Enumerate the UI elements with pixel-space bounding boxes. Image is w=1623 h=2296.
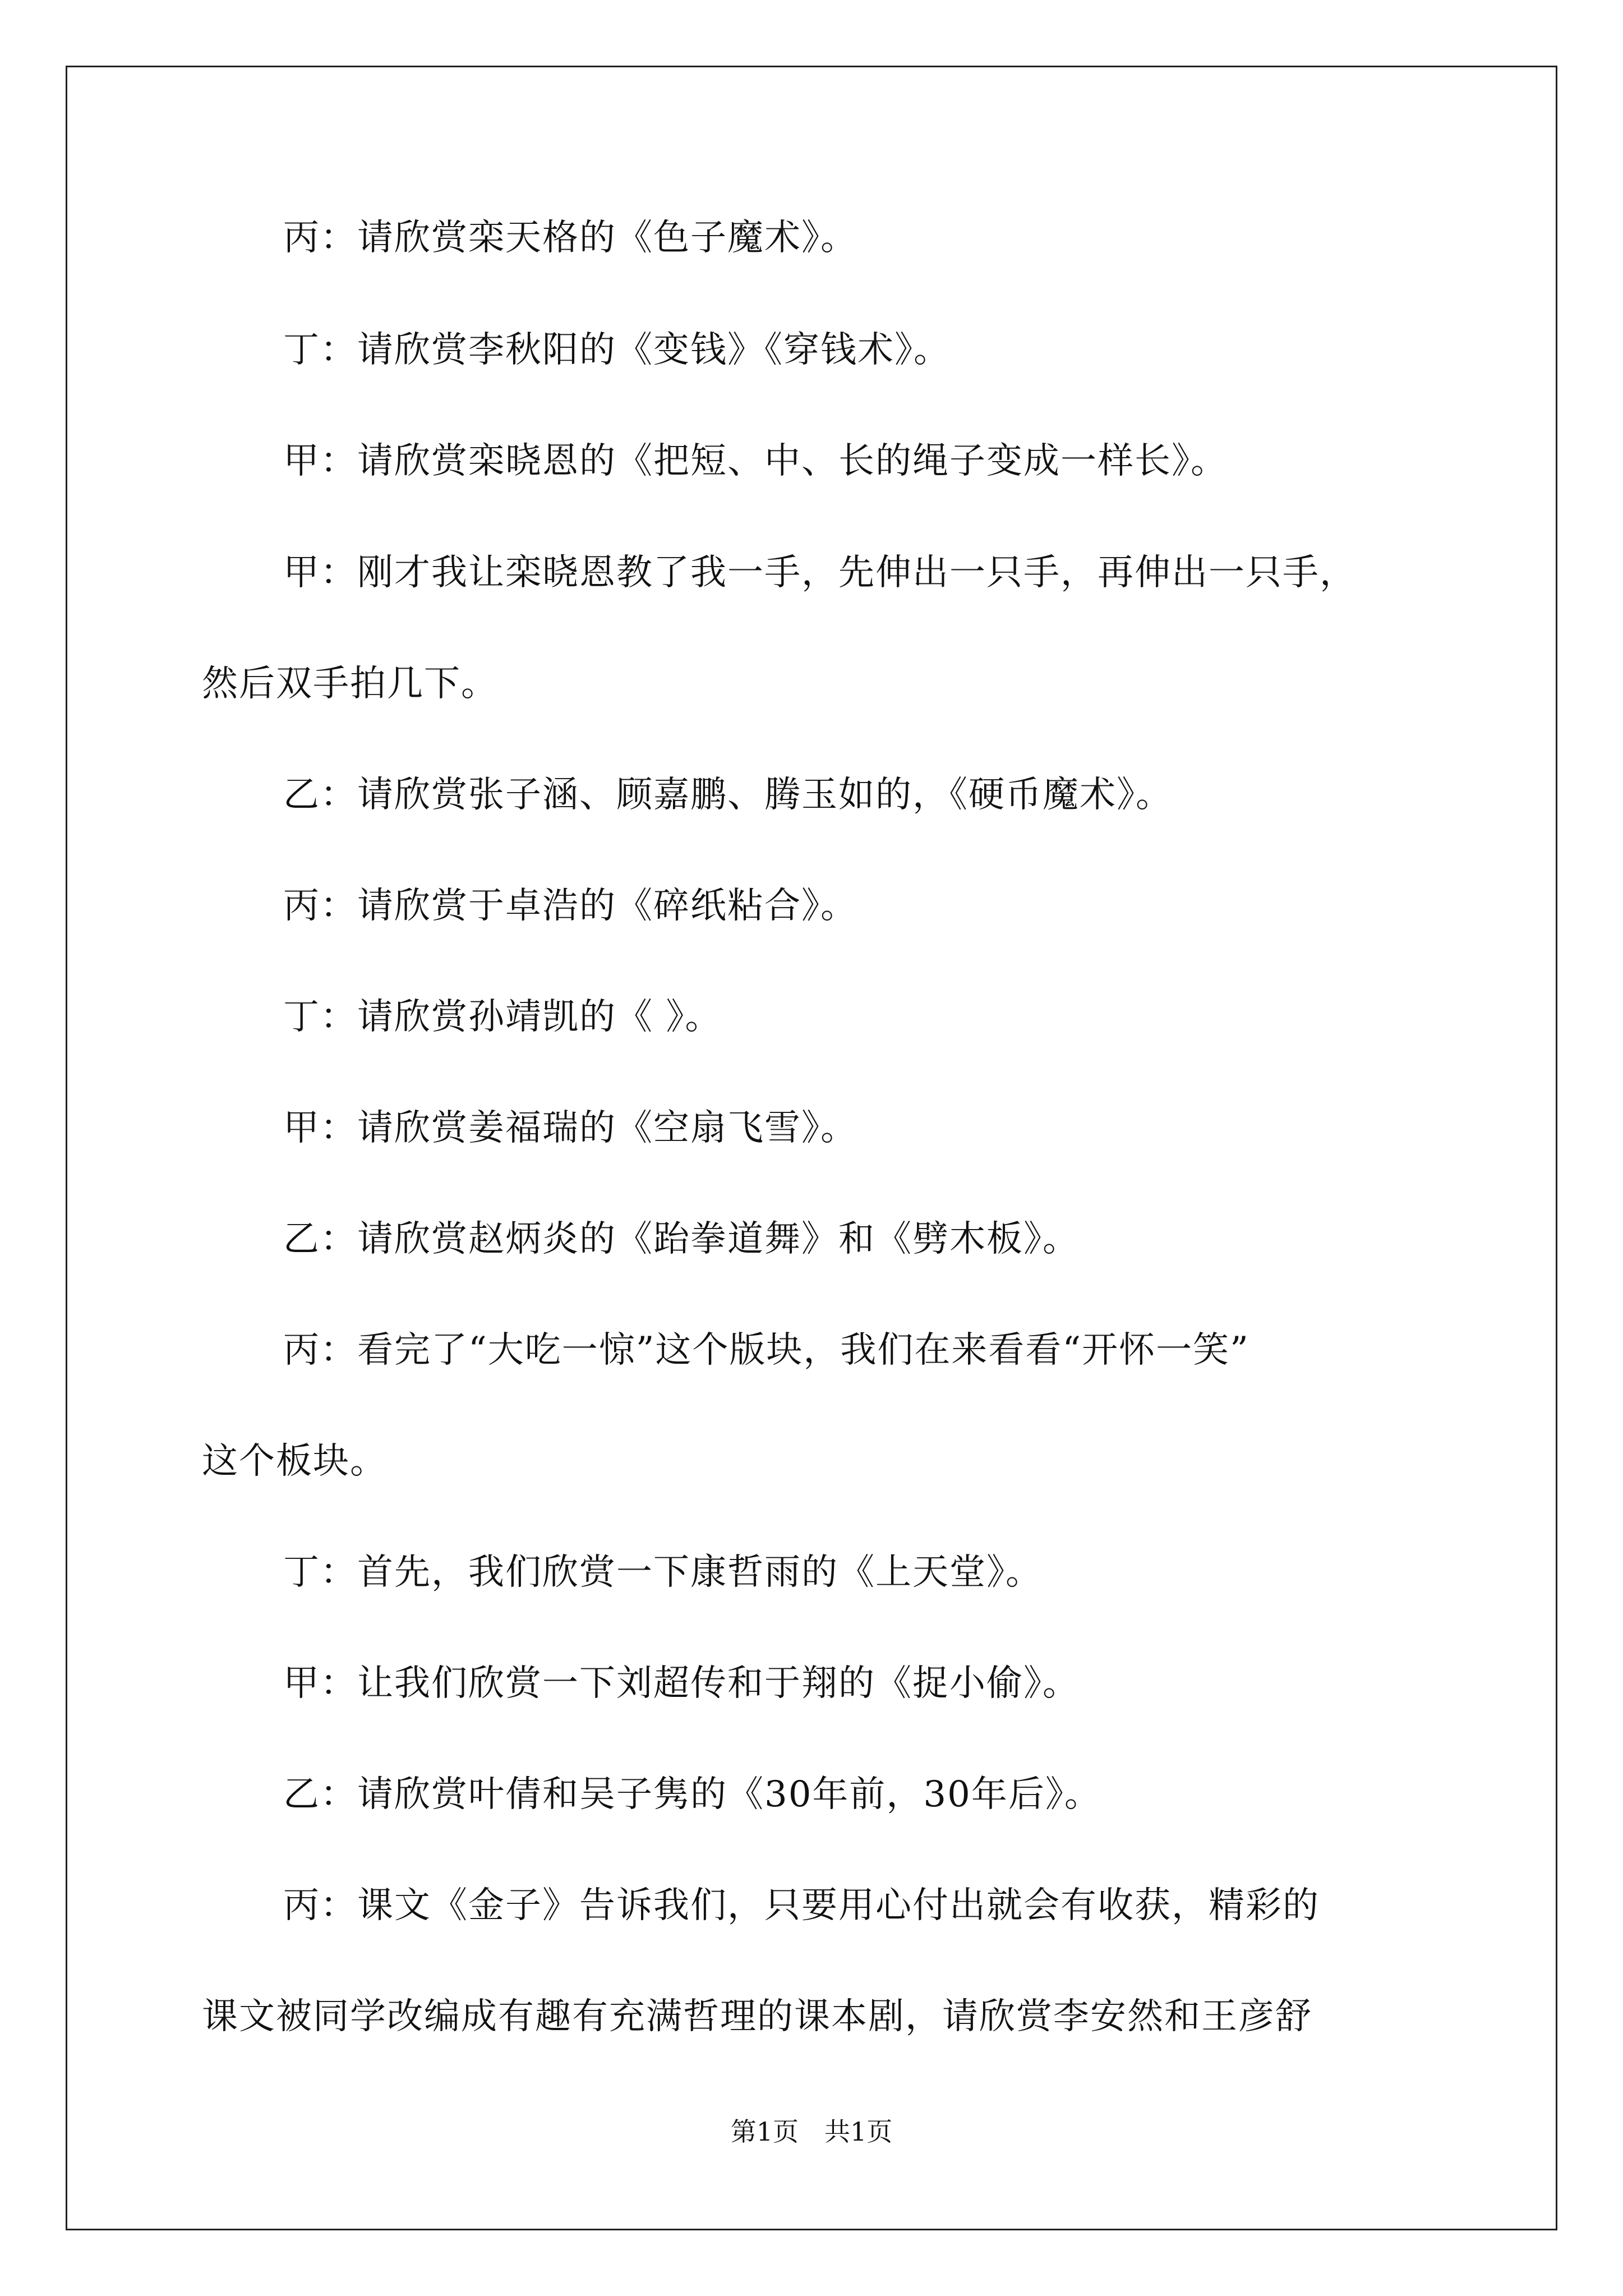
- page-footer: [0, 2116, 1623, 2147]
- paragraph: 丁：首先，我们欣赏一下康哲雨的《上天堂》。: [283, 1552, 1043, 1593]
- paragraph: 丁：请欣赏李秋阳的《变钱》《穿钱术》。: [283, 329, 951, 371]
- paragraph: 甲：让我们欣赏一下刘超传和于翔的《捉小偷》。: [283, 1663, 1080, 1704]
- paragraph-continuation: 课文被同学改编成有趣有充满哲理的课本剧，请欣赏李安然和王彦舒: [202, 1996, 1312, 2037]
- paragraph: 乙：请欣赏赵炳炎的《跆拳道舞》和《劈木板》。: [283, 1218, 1080, 1260]
- paragraph: 甲：请欣赏姜福瑞的《空扇飞雪》。: [283, 1107, 857, 1149]
- paragraph-continuation: 这个板块。: [202, 1441, 387, 1482]
- paragraph: 甲：刚才我让栾晓恩教了我一手，先伸出一只手，再伸出一只手，: [283, 552, 1357, 593]
- paragraph-continuation: 然后双手拍几下。: [202, 663, 498, 705]
- page-number: 第1页: [730, 2116, 799, 2147]
- paragraph: 丙：请欣赏于卓浩的《碎纸粘合》。: [283, 885, 857, 927]
- paragraph: 乙：请欣赏叶倩和吴子隽的《30年前，30年后》。: [283, 1774, 1101, 1815]
- paragraph: 丙：课文《金子》告诉我们，只要用心付出就会有收获，精彩的: [283, 1885, 1320, 1926]
- paragraph: 丁：请欣赏孙靖凯的《 》。: [283, 996, 722, 1038]
- paragraph: 丙：看完了“大吃一惊”这个版块，我们在来看看“开怀一笑”: [283, 1329, 1249, 1371]
- paragraph: 乙：请欣赏张子涵、顾嘉鹏、腾玉如的，《硬币魔术》。: [283, 774, 1173, 816]
- paragraph: 丙：请欣赏栾天格的《色子魔术》。: [283, 217, 857, 259]
- page-total: 共1页: [824, 2116, 893, 2147]
- paragraph: 甲：请欣赏栾晓恩的《把短、中、长的绳子变成一样长》。: [283, 440, 1228, 482]
